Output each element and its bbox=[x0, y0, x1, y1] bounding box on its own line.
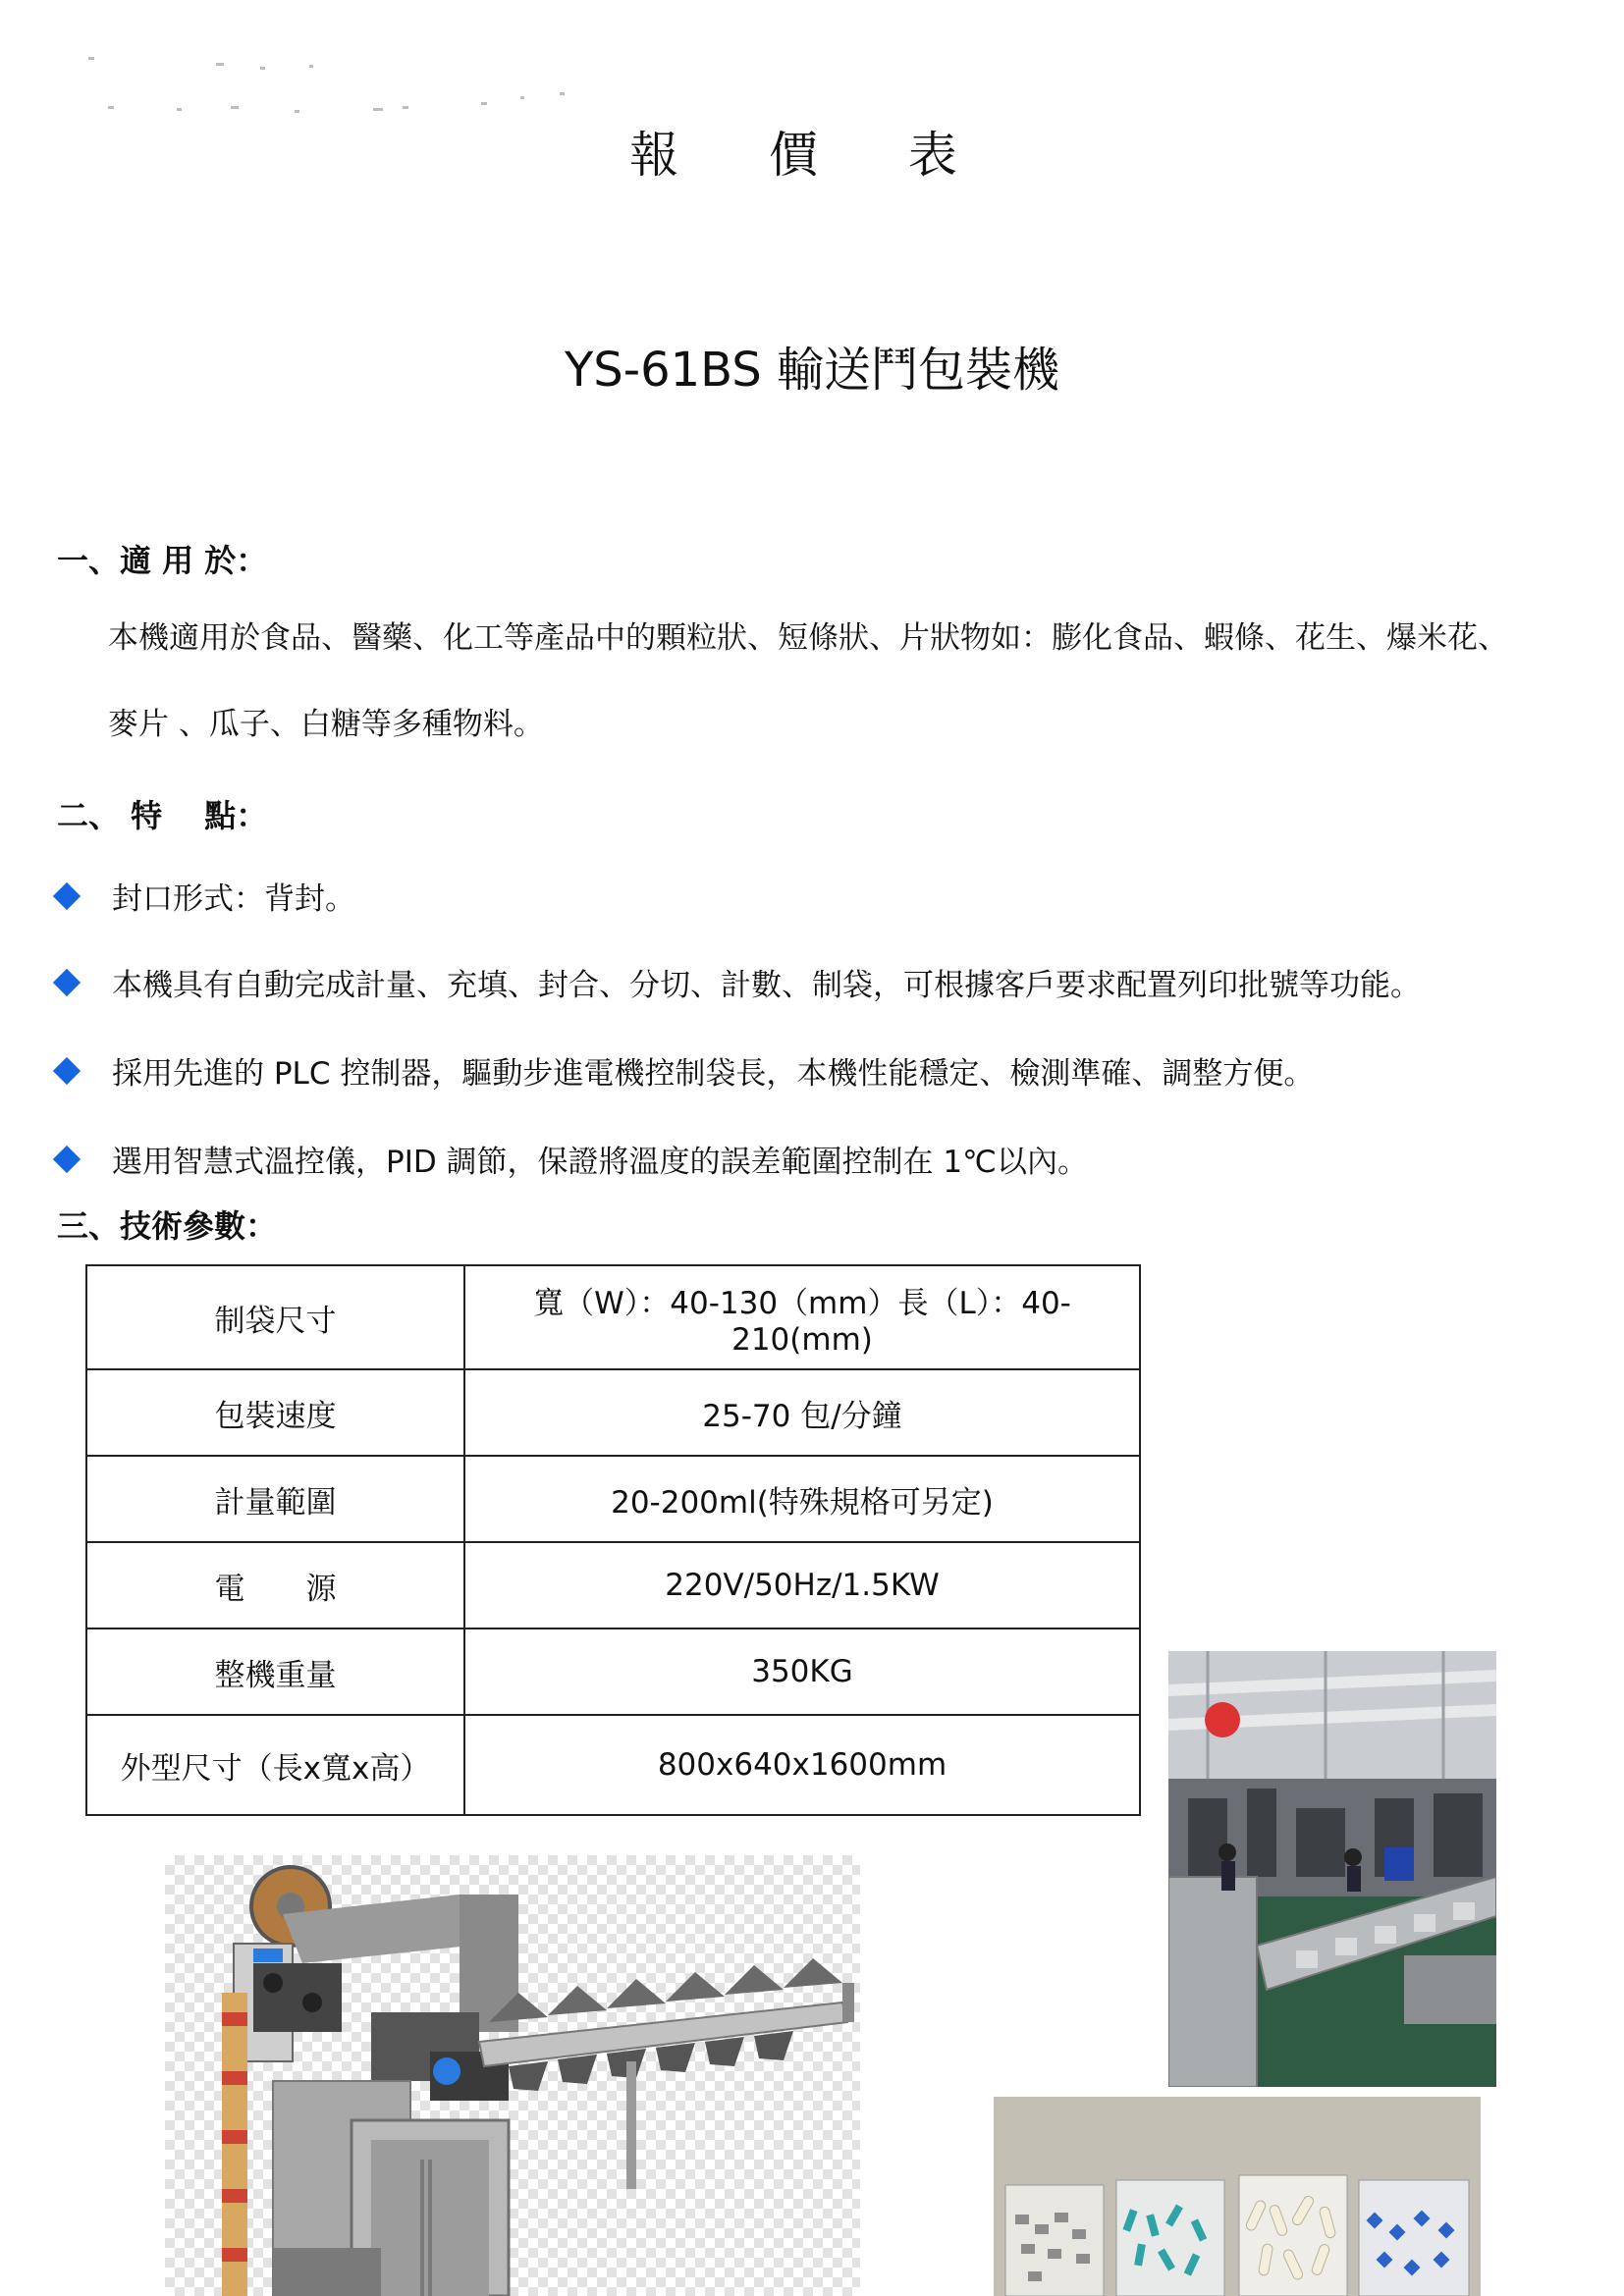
spec-value: 800x640x1600mm bbox=[464, 1715, 1140, 1815]
applicable-text-line2: 麥片 、瓜子、白糖等多種物料。 bbox=[108, 707, 544, 742]
diamond-bullet-icon bbox=[53, 1145, 81, 1172]
feature-text: 採用先進的 PLC 控制器，驅動步進電機控制袋長，本機性能穩定、檢測準確、調整方便。 bbox=[112, 1056, 1315, 1092]
diamond-bullet-icon bbox=[53, 1056, 81, 1084]
spec-value: 25-70 包/分鐘 bbox=[464, 1369, 1140, 1456]
table-row bbox=[86, 1265, 1140, 1369]
document-title: 報 價 表 bbox=[629, 127, 995, 184]
spec-label: 外型尺寸（長x寬x高） bbox=[86, 1715, 464, 1815]
feature-text: 封口形式：背封。 bbox=[112, 881, 355, 917]
spec-label: 制袋尺寸 bbox=[86, 1265, 464, 1369]
spec-value: 20-200ml(特殊規格可另定) bbox=[464, 1456, 1140, 1542]
spec-value: 220V/50Hz/1.5KW bbox=[464, 1542, 1140, 1629]
spec-value: 寬（W）：40-130（mm）長（L）：40-210(mm) bbox=[464, 1265, 1140, 1369]
product-samples-photo bbox=[994, 2097, 1481, 2296]
feature-item bbox=[57, 960, 1421, 1004]
spec-label: 計量範圍 bbox=[86, 1456, 464, 1542]
factory-photo bbox=[1168, 1651, 1496, 2087]
feature-item bbox=[57, 1137, 1088, 1181]
spec-label: 整機重量 bbox=[86, 1629, 464, 1715]
table-row bbox=[86, 1715, 1140, 1815]
packaging-machine-illustration bbox=[165, 1855, 860, 2296]
diamond-bullet-icon bbox=[53, 881, 81, 909]
spec-label: 電 源 bbox=[86, 1542, 464, 1629]
factory-floor-illustration bbox=[1168, 1651, 1496, 2087]
table-row bbox=[86, 1542, 1140, 1629]
table-row bbox=[86, 1456, 1140, 1542]
spec-value: 350KG bbox=[464, 1629, 1140, 1715]
feature-item bbox=[57, 1048, 1314, 1093]
feature-item bbox=[57, 874, 355, 918]
spec-table bbox=[85, 1264, 1141, 1816]
scan-artifact-marks bbox=[88, 57, 599, 116]
product-title: YS-61BS 輸送鬥包裝機 bbox=[564, 343, 1059, 398]
applicable-text-line1: 本機適用於食品、醫藥、化工等產品中的顆粒狀、短條狀、片狀物如：膨化食品、蝦條、花生、爆米花、 bbox=[108, 620, 1508, 656]
section-specs-heading: 三、技術參數： bbox=[57, 1207, 278, 1245]
table-row bbox=[86, 1629, 1140, 1715]
feature-text: 本機具有自動完成計量、充填、封合、分切、計數、制袋，可根據客戶要求配置列印批號等功能。 bbox=[112, 968, 1421, 1003]
sample-bags-illustration bbox=[994, 2097, 1481, 2296]
section-applicable-heading: 一、適 用 於： bbox=[57, 542, 268, 579]
spec-label: 包裝速度 bbox=[86, 1369, 464, 1456]
machine-photo bbox=[165, 1855, 860, 2296]
diamond-bullet-icon bbox=[53, 968, 81, 995]
feature-text: 選用智慧式溫控儀，PID 調節，保證將溫度的誤差範圍控制在 1℃以內。 bbox=[112, 1145, 1088, 1180]
table-row bbox=[86, 1369, 1140, 1456]
section-features-heading: 二、 特 點： bbox=[57, 797, 268, 834]
